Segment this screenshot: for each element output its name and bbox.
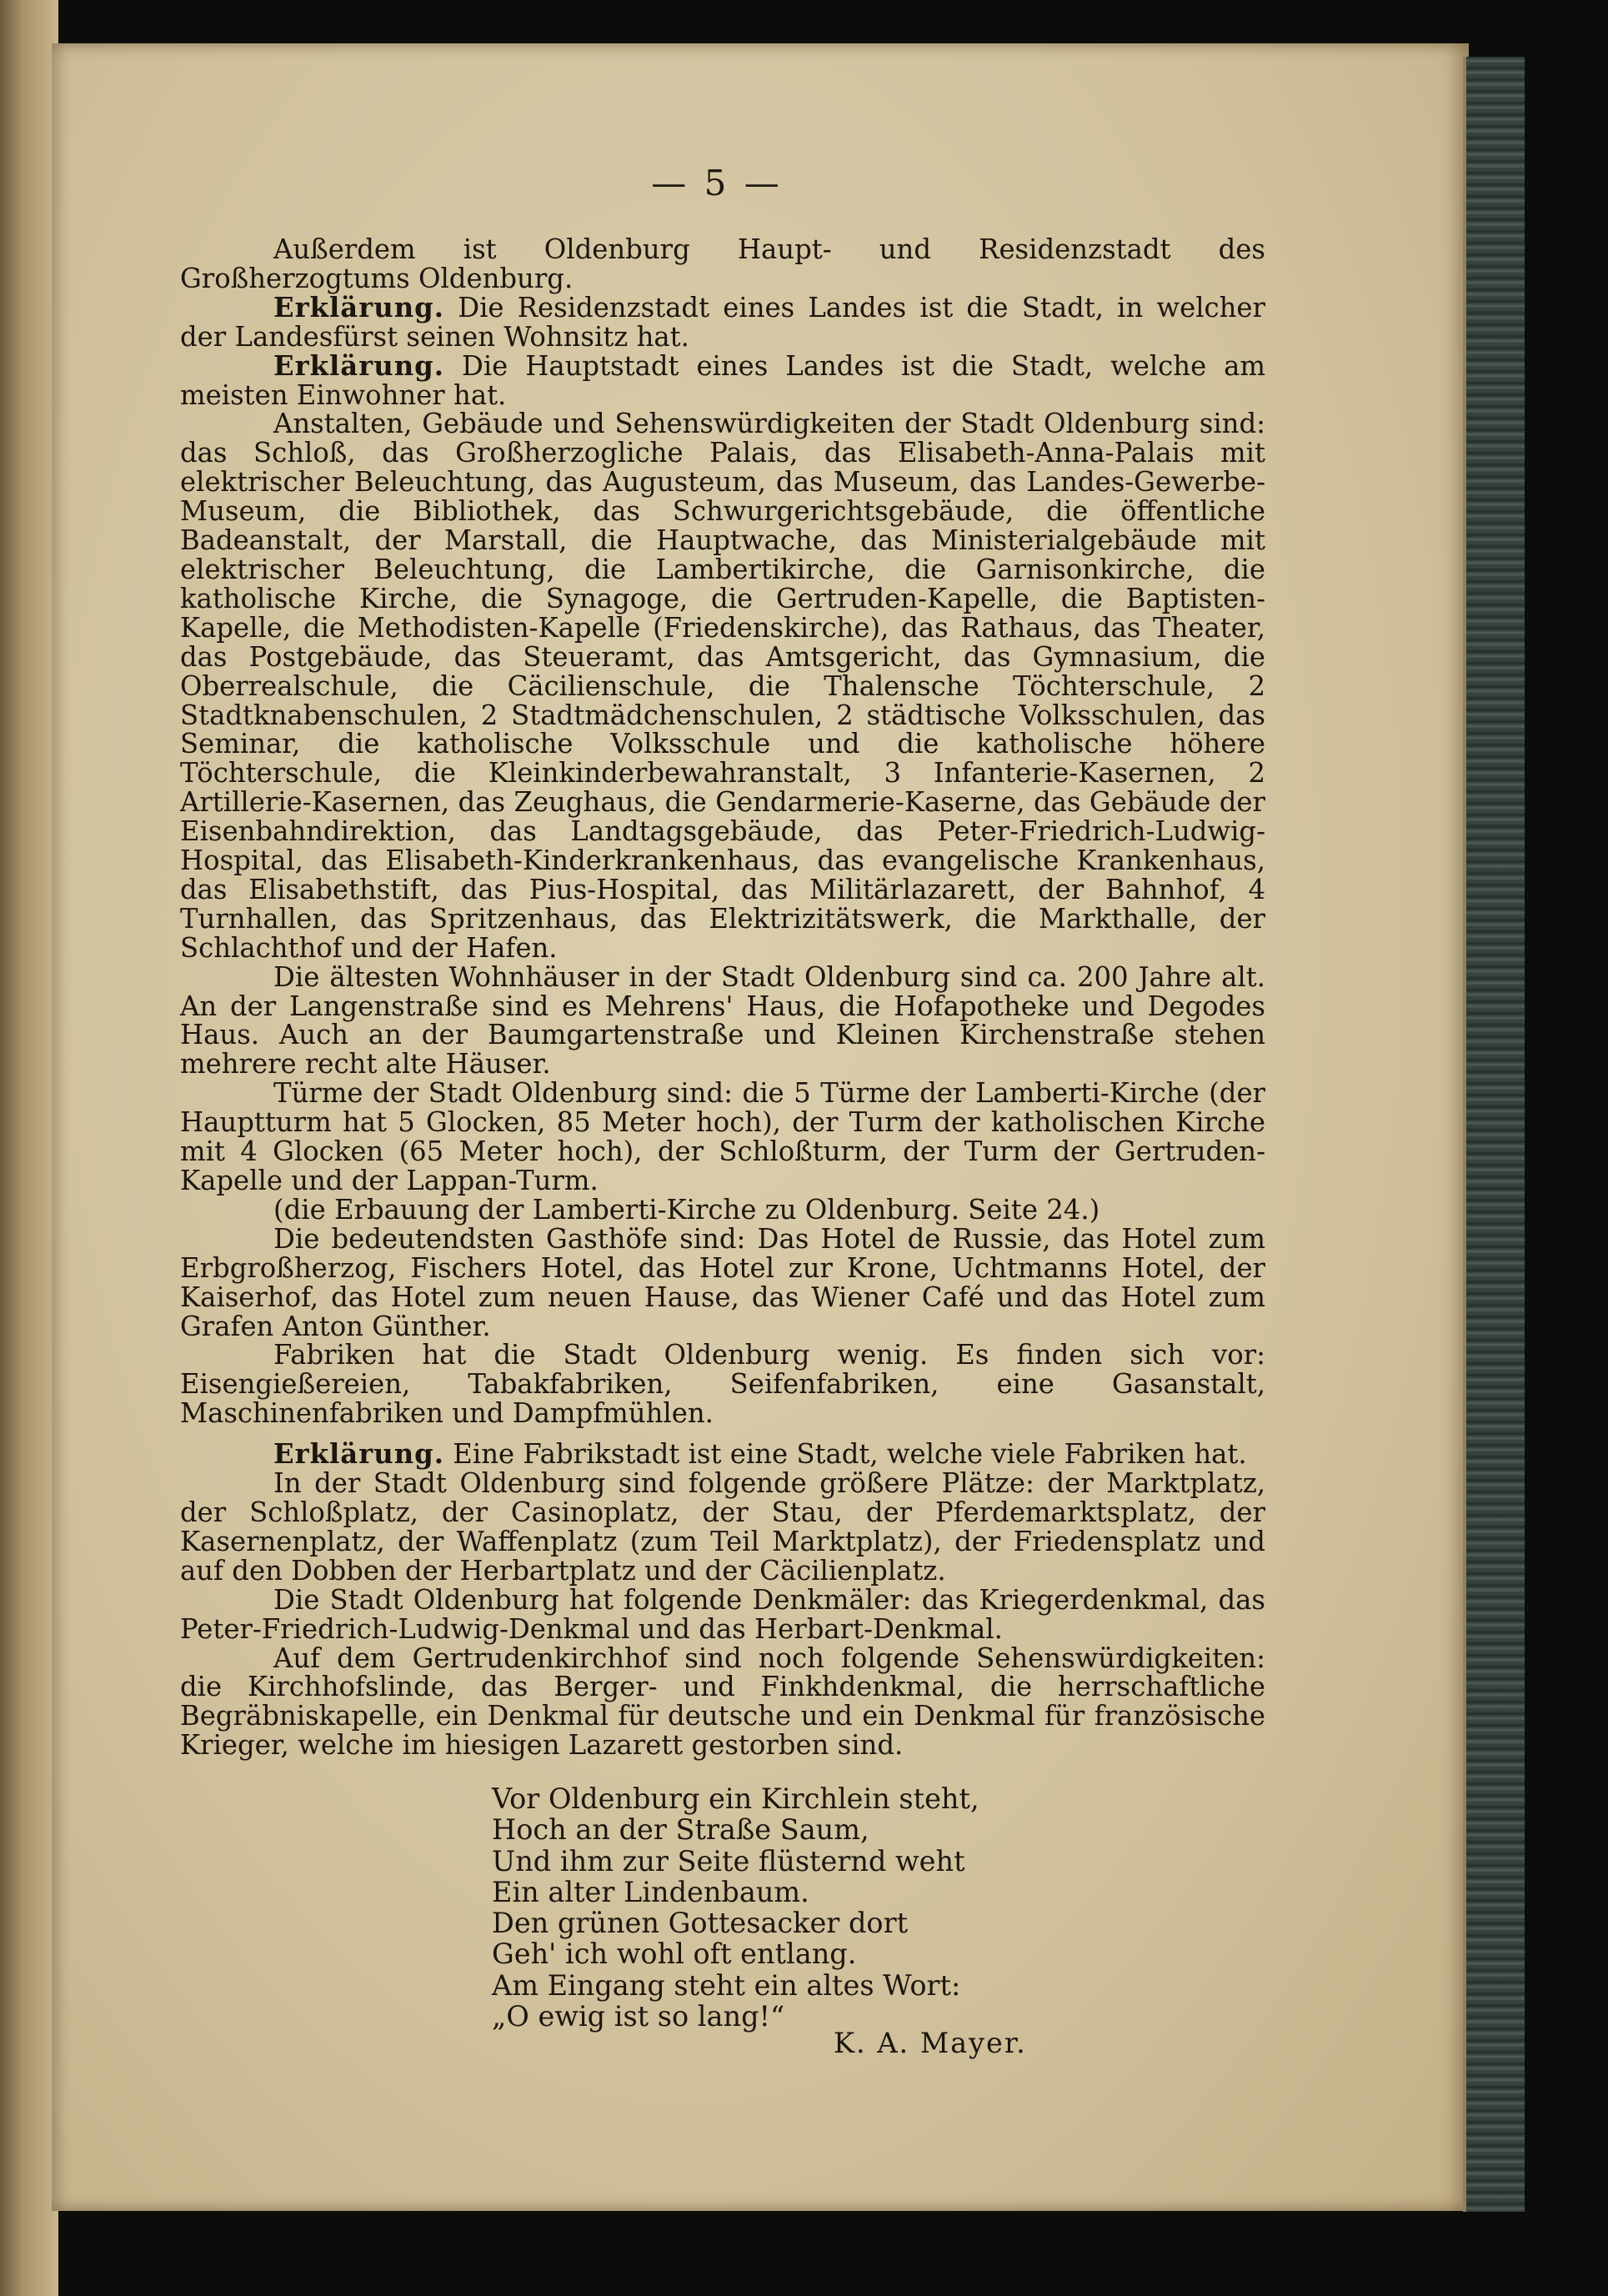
page-number: — 5 — bbox=[651, 163, 783, 203]
paragraph: Erklärung. Die Residenzstadt eines Landes ist die Stadt, in welcher der Landesfürst seinen Wohnsitz hat. bbox=[180, 291, 1265, 353]
body-text bbox=[180, 235, 1265, 1760]
paragraph: Türme der Stadt Oldenburg sind: die 5 Türme der Lamberti-Kirche (der Hauptturm hat 5 Glocken, 85 Meter hoch), der Turm der katholischen Kirche mit 4 Glocken (65 Meter hoch), der Schloßturm, der Turm der Gertruden-Kapelle und der Lappan-Turm. bbox=[180, 1077, 1265, 1196]
book-left-page-edge bbox=[0, 0, 58, 2296]
poem-line: Den grünen Gottesacker dort bbox=[492, 1907, 909, 1940]
poem-line: Vor Oldenburg ein Kirchlein steht, bbox=[492, 1782, 979, 1815]
paragraph: In der Stadt Oldenburg sind folgende größere Plätze: der Marktplatz, der Schloßplatz, der Casinoplatz, der Stau, der Pferdemarktsplatz, der Kasernenplatz, der Waffenplatz (zum Teil Marktplatz), der Friedensplatz und auf den Dobben der Herbartplatz und der Cäcilienplatz. bbox=[180, 1467, 1265, 1587]
book-cover-edge bbox=[1463, 57, 1525, 2212]
poem-line: Geh' ich wohl oft entlang. bbox=[492, 1938, 857, 1971]
poem-line: „O ewig ist so lang!“ bbox=[492, 2000, 785, 2033]
poem bbox=[492, 1783, 1059, 2032]
paragraph: Die Stadt Oldenburg hat folgende Denkmäler: das Kriegerdenkmal, das Peter-Friedrich-Ludwig-Denkmal und das Herbart-Denkmal. bbox=[180, 1583, 1265, 1645]
paragraph-label: Erklärung. bbox=[273, 349, 445, 382]
poem-line: Ein alter Lindenbaum. bbox=[492, 1875, 809, 1908]
paragraph-label: Erklärung. bbox=[273, 1438, 445, 1471]
paragraph: (die Erbauung der Lamberti-Kirche zu Oldenburg. Seite 24.) bbox=[273, 1193, 1100, 1226]
paragraph: Außerdem ist Oldenburg Haupt- und Residenzstadt des Großherzogtums Oldenburg. bbox=[180, 233, 1265, 294]
paragraph: Auf dem Gertrudenkirchhof sind noch folgende Sehenswürdigkeiten: die Kirchhofslinde, das Berger- und Finkhdenkmal, die herrschaftliche Begräbniskapelle, ein Denkmal für deutsche und ein Denkmal für französische Krieger, welche im hiesigen Lazarett gestorben sind. bbox=[180, 1642, 1265, 1762]
poem-line: Und ihm zur Seite flüsternd weht bbox=[492, 1844, 965, 1877]
paragraph: Fabriken hat die Stadt Oldenburg wenig. Es finden sich vor: Eisengießereien, Tabakfabriken, Seifenfabriken, eine Gasanstalt, Maschinenfabriken und Dampfmühlen. bbox=[180, 1339, 1265, 1430]
paragraph-label: Erklärung. bbox=[273, 291, 445, 323]
paragraph: Die ältesten Wohnhäuser in der Stadt Oldenburg sind ca. 200 Jahre alt. An der Langenstraße sind es Mehrens' Haus, die Hofapotheke und Degodes Haus. Auch an der Baumgartenstraße und Kleinen Kirchenstraße stehen mehrere recht alte Häuser. bbox=[180, 960, 1265, 1080]
poem-line: Am Eingang steht ein altes Wort: bbox=[492, 1968, 961, 2002]
poem-author: K. A. Mayer. bbox=[834, 2027, 1027, 2059]
paragraph: Anstalten, Gebäude und Sehenswürdigkeiten der Stadt Oldenburg sind: das Schloß, das Großherzogliche Palais, das Elisabeth-Anna-Palais mit elektrischer Beleuchtung, das Augusteum, das Museum, das Landes-Gewerbe-Museum, die Bibliothek, das Schwurgerichtsgebäude, die öffentliche Badeanstalt, der Marstall, die Hauptwache, das Ministerialgebäude mit elektrischer Beleuchtung, die Lambertikirche, die Garnisonkirche, die katholische Kirche, die Synagoge, die Gertruden-Kapelle, die Baptisten-Kapelle, die Methodisten-Kapelle (Friedenskirche), das Rathaus, das Theater, das Postgebäude, das Steueramt, das Amtsgericht, das Gymnasium, die Oberrealschule, die Cäcilienschule, die Thalensche Töchterschule, 2 Stadtknabenschulen, 2 Stadtmädchenschulen, 2 städtische Volksschulen, das Seminar, die katholische Volksschule und die katholische höhere Töchterschule, die Kleinkinderbewahranstalt, 3 Infanterie-Kasernen, 2 Artillerie-Kasernen, das Zeughaus, die Gendarmerie-Kaserne, das Gebäude der Eisenbahndirektion, das Landtagsgebäude, das Peter-Friedrich-Ludwig-Hospital, das Elisabeth-Kinderkrankenhaus, das evangelische Krankenhaus, das Elisabethstift, das Pius-Hospital, das Militärlazarett, der Bahnhof, 4 Turnhallen, das Spritzenhaus, das Elektrizitätswerk, die Markthalle, der Schlachthof und der Hafen. bbox=[180, 408, 1265, 964]
paragraph: Die bedeutendsten Gasthöfe sind: Das Hotel de Russie, das Hotel zum Erbgroßherzog, Fischers Hotel, das Hotel zur Krone, Uchtmanns Hotel, der Kaiserhof, das Hotel zum neuen Hause, das Wiener Café und das Hotel zum Grafen Anton Günther. bbox=[180, 1222, 1265, 1342]
poem-line: Hoch an der Straße Saum, bbox=[492, 1813, 869, 1847]
paragraph: Erklärung. Eine Fabrikstadt ist eine Stadt, welche viele Fabriken hat. bbox=[273, 1438, 1247, 1471]
paragraph: Erklärung. Die Hauptstadt eines Landes ist die Stadt, welche am meisten Einwohner hat. bbox=[180, 349, 1265, 411]
